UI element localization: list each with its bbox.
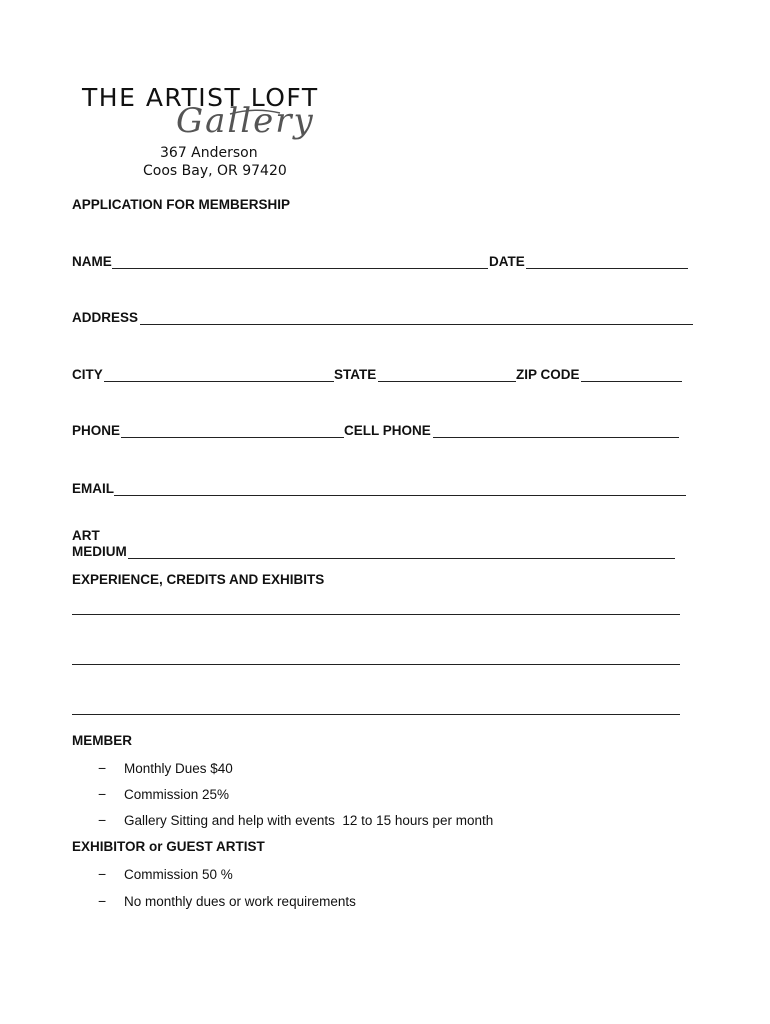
bullet-dash: − — [98, 760, 107, 776]
state-label: STATE — [334, 367, 377, 382]
address-label: ADDRESS — [72, 310, 139, 325]
address-field[interactable] — [140, 324, 693, 325]
email-field[interactable] — [114, 495, 686, 496]
state-field[interactable] — [378, 381, 516, 382]
form-title: APPLICATION FOR MEMBERSHIP — [72, 197, 291, 212]
art-medium-field[interactable] — [128, 558, 675, 559]
zip-label: ZIP CODE — [516, 367, 580, 382]
address-city: Coos Bay, OR 97420 — [143, 163, 287, 179]
name-field[interactable] — [112, 268, 488, 269]
experience-line-3[interactable] — [72, 714, 680, 715]
cell-phone-label: CELL PHONE — [344, 423, 431, 438]
member-item: Commission 25% — [124, 787, 230, 802]
address-street: 367 Anderson — [160, 145, 258, 161]
date-field[interactable] — [526, 268, 688, 269]
date-label: DATE — [489, 254, 525, 269]
exhibitor-item: No monthly dues or work requirements — [124, 894, 356, 909]
experience-line-1[interactable] — [72, 614, 680, 615]
phone-label: PHONE — [72, 423, 121, 438]
member-heading: MEMBER — [72, 733, 132, 748]
email-label: EMAIL — [72, 481, 114, 496]
logo-title: THE ARTIST LOFT — [82, 83, 319, 112]
name-label: NAME — [72, 254, 112, 269]
experience-label: EXPERIENCE, CREDITS AND EXHIBITS — [72, 572, 325, 587]
art-label: ART — [72, 528, 100, 543]
bullet-dash: − — [98, 786, 107, 802]
gallery-logo — [80, 80, 340, 148]
experience-line-2[interactable] — [72, 664, 680, 665]
logo-script: Gallery — [176, 101, 315, 141]
city-field[interactable] — [104, 381, 334, 382]
zip-field[interactable] — [581, 381, 682, 382]
bullet-dash: − — [98, 893, 107, 909]
member-item: Monthly Dues $40 — [124, 761, 233, 776]
phone-field[interactable] — [121, 437, 344, 438]
medium-label: MEDIUM — [72, 544, 127, 559]
city-label: CITY — [72, 367, 103, 382]
bullet-dash: − — [98, 812, 107, 828]
exhibitor-item: Commission 50 % — [124, 867, 233, 882]
exhibitor-heading: EXHIBITOR or GUEST ARTIST — [72, 839, 265, 854]
member-item: Gallery Sitting and help with events 12 to 15 hours per month — [124, 813, 494, 828]
cell-phone-field[interactable] — [433, 437, 679, 438]
bullet-dash: − — [98, 866, 107, 882]
